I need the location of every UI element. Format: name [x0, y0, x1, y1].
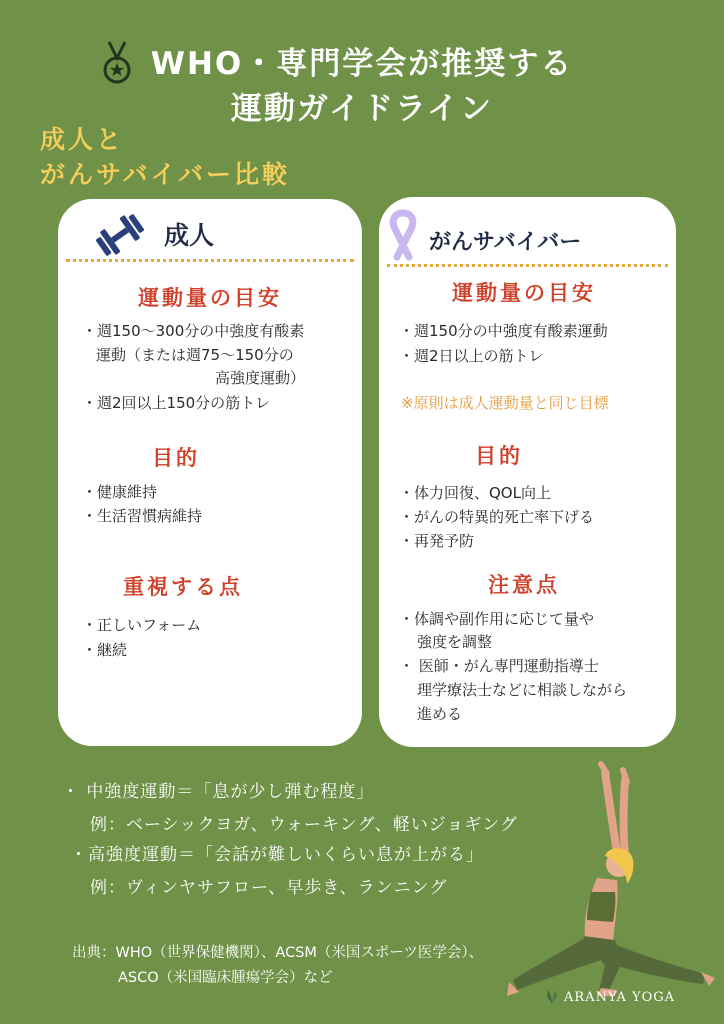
- adult-amount-item: ・週150〜300分の中強度有酸素: [82, 322, 305, 340]
- survivor-heading: がんサバイバー: [429, 230, 582, 255]
- survivor-caution-title: 注意点: [488, 573, 560, 597]
- adult-heading: 成人: [164, 221, 215, 250]
- yoga-warrior-figure: [505, 760, 717, 1004]
- brand-logo-text: ARANYA YOGA: [564, 990, 676, 1005]
- adult-card: [58, 199, 362, 746]
- source-line: 出典：WHO（世界保健機関）、ACSM（米国スポーツ医学会）、: [72, 945, 484, 961]
- definition-line: 例：ベーシックヨガ、ウォーキング、軽いジョギング: [90, 815, 518, 835]
- adult-purpose-item: ・健康維持: [82, 483, 158, 501]
- page-title-line1: WHO・専門学会が推奨する: [150, 46, 574, 82]
- survivor-amount-item: ・週2日以上の筋トレ: [399, 347, 544, 365]
- survivor-purpose-item: ・再発予防: [399, 532, 475, 550]
- adult-focus-item: ・継続: [82, 641, 128, 659]
- survivor-caution-item: 強度を調整: [417, 633, 493, 651]
- adult-focus-item: ・正しいフォーム: [82, 616, 202, 634]
- adult-divider: [66, 259, 354, 262]
- page-title-line2: 運動ガイドライン: [230, 91, 494, 127]
- survivor-caution-item: 理学療法士などに相談しながら: [417, 681, 628, 699]
- leaf-logo-icon: [542, 988, 562, 1006]
- subtitle-line2: がんサバイバー比較: [40, 160, 291, 189]
- subtitle-line1: 成人と: [40, 125, 125, 154]
- adult-amount-item: 運動（または週75〜150分の: [96, 346, 294, 364]
- survivor-purpose-title: 目的: [475, 444, 523, 468]
- survivor-purpose-item: ・体力回復、QOL向上: [399, 484, 551, 502]
- adult-purpose-item: ・生活習慣病維持: [82, 507, 203, 525]
- survivor-note: ※原則は成人運動量と同じ目標: [401, 394, 609, 412]
- survivor-amount-title: 運動量の目安: [452, 281, 596, 305]
- adult-focus-title: 重視する点: [123, 575, 243, 599]
- survivor-amount-item: ・週150分の中強度有酸素運動: [399, 322, 608, 340]
- definition-line: ・ 中強度運動＝「息が少し弾む程度」: [62, 782, 375, 802]
- adult-amount-item: ・週2回以上150分の筋トレ: [82, 394, 271, 412]
- survivor-purpose-item: ・がんの特異的死亡率下げる: [399, 508, 595, 526]
- survivor-card: [379, 197, 676, 747]
- adult-amount-item: 高強度運動）: [215, 369, 306, 387]
- dumbbell-icon: [94, 213, 146, 257]
- survivor-caution-item: ・体調や副作用に応じて量や: [399, 610, 595, 628]
- adult-amount-title: 運動量の目安: [138, 286, 282, 310]
- source-line: ASCO（米国臨床腫瘍学会）など: [118, 970, 333, 986]
- definition-line: 例：ヴィンヤサフロー、早歩き、ランニング: [90, 878, 448, 898]
- definition-line: ・高強度運動＝「会話が難しいくらい息が上がる」: [70, 845, 484, 865]
- survivor-divider: [387, 264, 668, 267]
- survivor-caution-item: 進める: [417, 705, 463, 723]
- survivor-caution-item: ・ 医師・がん専門運動指導士: [399, 657, 599, 675]
- adult-purpose-title: 目的: [152, 446, 200, 470]
- awareness-ribbon-icon: [385, 209, 421, 261]
